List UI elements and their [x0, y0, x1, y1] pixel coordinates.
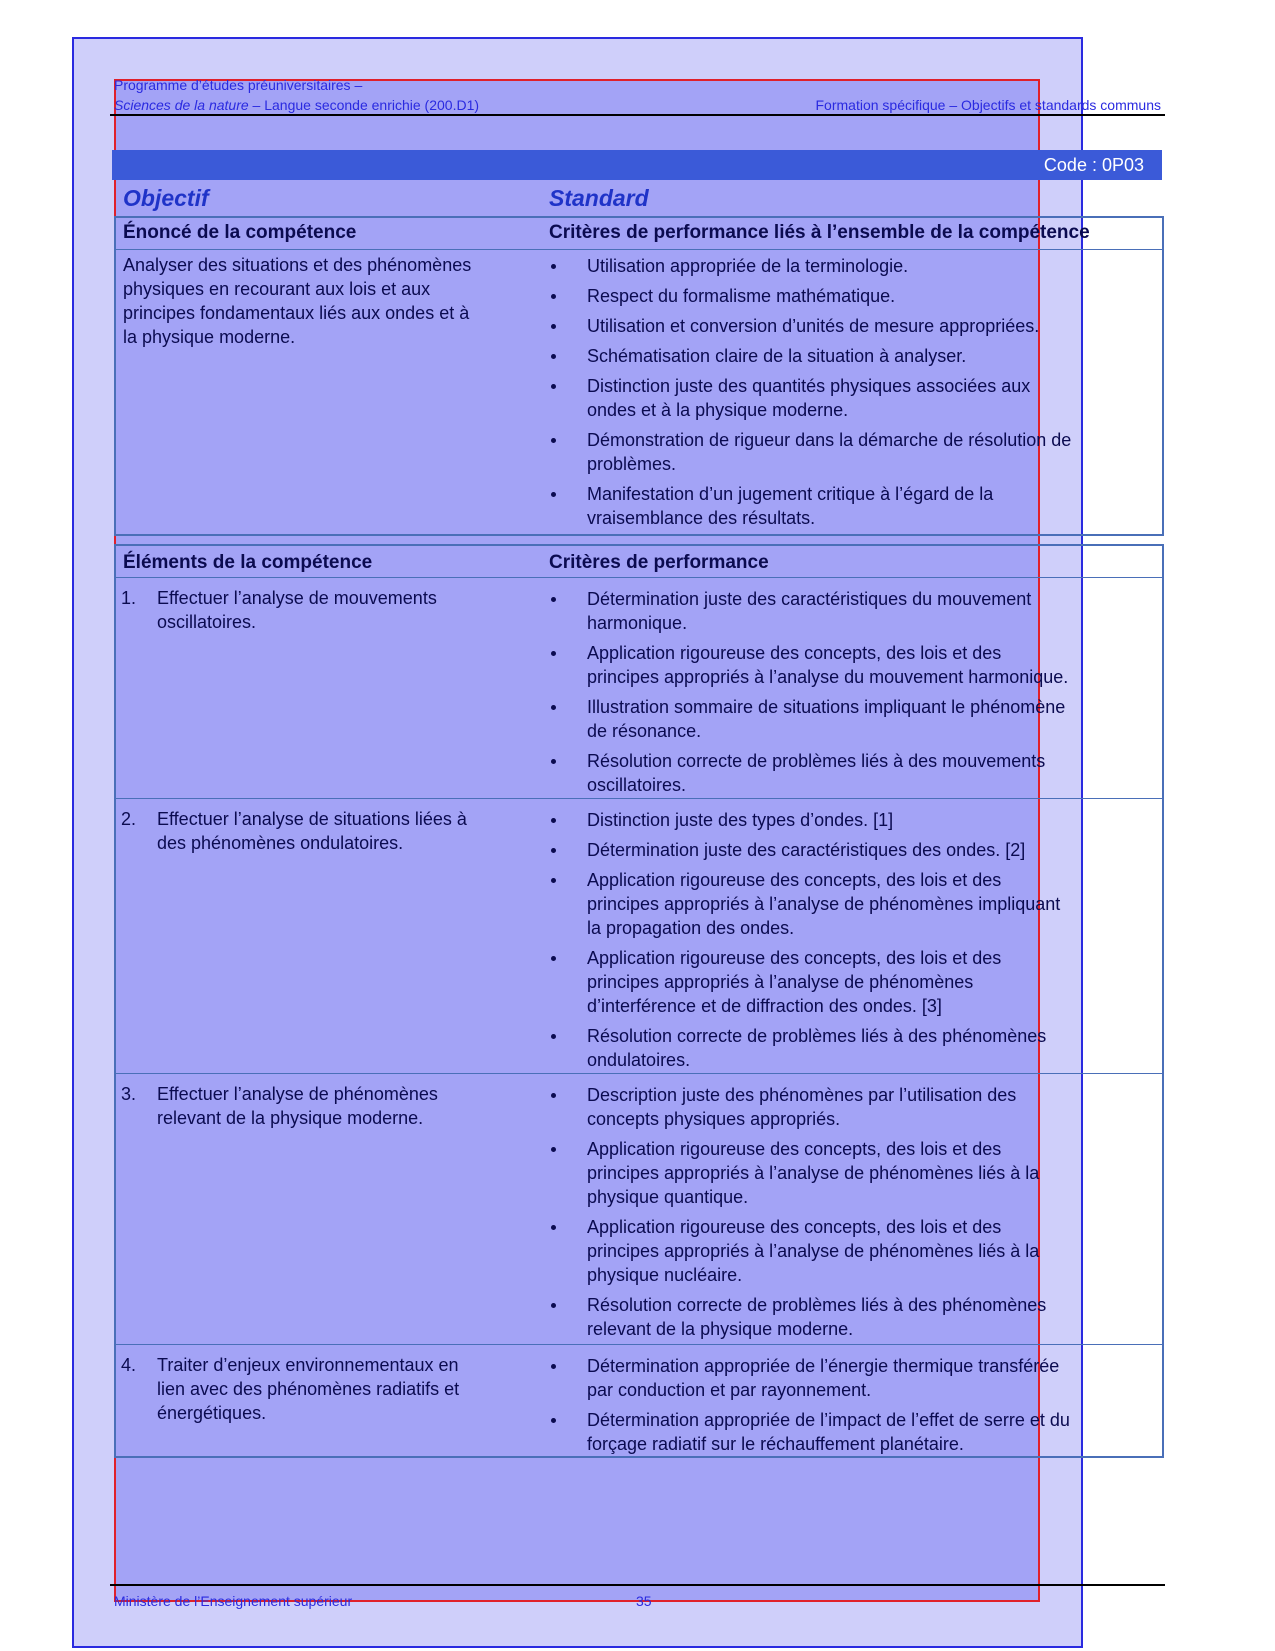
- criterion-line: concepts physiques appropriés.: [587, 1109, 841, 1129]
- bullet-icon: [551, 492, 556, 497]
- element-number: 1.: [121, 588, 137, 608]
- enonce-heading: Énoncé de la compétence: [123, 222, 357, 243]
- bullet-icon: [551, 324, 556, 329]
- criterion-line: Distinction juste des quantités physiques associées aux: [587, 376, 1031, 396]
- criterion-line: d’interférence et de diffraction des ondes. [3]: [587, 996, 942, 1016]
- criterion-line: Détermination juste des caractéristiques du mouvement: [587, 589, 1032, 609]
- element-line: Effectuer l’analyse de phénomènes: [157, 1084, 438, 1104]
- bullet-icon: [551, 438, 556, 443]
- criterion-line: forçage radiatif sur le réchauffement planétaire.: [587, 1434, 964, 1454]
- criterion-line: Détermination appropriée de l’énergie thermique transférée: [587, 1356, 1060, 1376]
- element-number: 4.: [121, 1355, 137, 1375]
- code-label: Code : 0P03: [1043, 155, 1144, 175]
- header-program: Programme d’études préuniversitaires –: [114, 77, 363, 93]
- criterion-line: Utilisation et conversion d’unités de mesure appropriées.: [587, 316, 1040, 336]
- criterion-line: Détermination juste des caractéristiques des ondes. [2]: [587, 840, 1026, 860]
- element-line: des phénomènes ondulatoires.: [157, 833, 404, 853]
- bullet-icon: [551, 597, 556, 602]
- bullet-icon: [551, 1418, 556, 1423]
- criterion-line: ondes et à la physique moderne.: [587, 400, 849, 420]
- objectif-heading: Objectif: [123, 185, 209, 211]
- criterion-line: physique nucléaire.: [587, 1265, 743, 1285]
- bullet-icon: [551, 354, 556, 359]
- bullet-icon: [551, 705, 556, 710]
- criterion-line: principes appropriés à l’analyse de phénomènes impliquant: [587, 894, 1061, 914]
- element-line: Effectuer l’analyse de situations liées à: [157, 809, 467, 829]
- header-program-sub-rest: – Langue seconde enrichie (200.D1): [248, 97, 480, 113]
- header-program-sub-italic: Sciences de la nature: [114, 97, 249, 113]
- row-divider: [116, 798, 1162, 799]
- bullet-icon: [551, 1093, 556, 1098]
- criteres-heading: Critères de performance: [549, 552, 769, 573]
- criterion-line: Respect du formalisme mathématique.: [587, 286, 896, 306]
- element-line: oscillatoires.: [157, 612, 257, 632]
- criterion-line: principes appropriés à l’analyse de phénomènes: [587, 972, 974, 992]
- table-header-divider: [116, 577, 1162, 578]
- criteres-ensemble-heading: Critères de performance liés à l’ensemble de la compétence: [549, 222, 1090, 243]
- criterion-line: de résonance.: [587, 721, 702, 741]
- bullet-icon: [551, 1034, 556, 1039]
- bullet-icon: [551, 1225, 556, 1230]
- enonce-line: la physique moderne.: [123, 327, 296, 347]
- element-line: Effectuer l’analyse de mouvements: [157, 588, 437, 608]
- criterion-line: ondulatoires.: [587, 1050, 691, 1070]
- criterion-line: oscillatoires.: [587, 775, 687, 795]
- header-rule: [110, 114, 1165, 116]
- bullet-icon: [551, 848, 556, 853]
- table-header-divider: [116, 249, 1162, 250]
- criterion-line: relevant de la physique moderne.: [587, 1319, 854, 1339]
- bullet-icon: [551, 384, 556, 389]
- criterion-line: Manifestation d’un jugement critique à l’égard de la: [587, 484, 994, 504]
- criterion-line: Détermination appropriée de l’impact de l’effet de serre et du: [587, 1410, 1070, 1430]
- element-line: Traiter d’enjeux environnementaux en: [157, 1355, 459, 1375]
- criterion-line: Application rigoureuse des concepts, des lois et des: [587, 1217, 1002, 1237]
- bullet-icon: [551, 294, 556, 299]
- criterion-line: vraisemblance des résultats.: [587, 508, 816, 528]
- element-line: énergétiques.: [157, 1403, 267, 1423]
- criterion-line: Résolution correcte de problèmes liés à des phénomènes: [587, 1026, 1047, 1046]
- criterion-line: Résolution correcte de problèmes liés à des phénomènes: [587, 1295, 1047, 1315]
- criterion-line: problèmes.: [587, 454, 677, 474]
- criterion-line: principes appropriés à l’analyse de phénomènes liés à la: [587, 1163, 1040, 1183]
- criterion-line: principes appropriés à l’analyse de phénomènes liés à la: [587, 1241, 1040, 1261]
- header-program-sub: [114, 97, 479, 113]
- criterion-line: Démonstration de rigueur dans la démarche de résolution de: [587, 430, 1072, 450]
- element-number: 3.: [121, 1084, 137, 1104]
- footer-ministry: Ministère de l’Enseignement supérieur: [114, 1593, 353, 1609]
- header-right: Formation spécifique – Objectifs et standards communs: [815, 97, 1161, 113]
- bullet-icon: [551, 818, 556, 823]
- enonce-line: physiques en recourant aux lois et aux: [123, 279, 431, 299]
- bullet-icon: [551, 1147, 556, 1152]
- bullet-icon: [551, 1303, 556, 1308]
- element-line: lien avec des phénomènes radiatifs et: [157, 1379, 460, 1399]
- enonce-line: Analyser des situations et des phénomènes: [123, 255, 472, 275]
- criterion-line: Résolution correcte de problèmes liés à des mouvements: [587, 751, 1046, 771]
- bullet-icon: [551, 264, 556, 269]
- criterion-line: la propagation des ondes.: [587, 918, 795, 938]
- bullet-icon: [551, 1364, 556, 1369]
- bullet-icon: [551, 651, 556, 656]
- criterion-line: Schématisation claire de la situation à analyser.: [587, 346, 967, 366]
- criterion-line: harmonique.: [587, 613, 688, 633]
- criterion-line: Application rigoureuse des concepts, des lois et des: [587, 1139, 1002, 1159]
- standard-heading: Standard: [549, 185, 649, 211]
- criterion-line: Utilisation appropriée de la terminologie.: [587, 256, 909, 276]
- criterion-line: Description juste des phénomènes par l’utilisation des: [587, 1085, 1017, 1105]
- row-divider: [116, 1344, 1162, 1345]
- criterion-line: Application rigoureuse des concepts, des lois et des: [587, 948, 1002, 968]
- bullet-icon: [551, 878, 556, 883]
- criterion-line: Illustration sommaire de situations impliquant le phénomène: [587, 697, 1066, 717]
- criterion-line: Application rigoureuse des concepts, des lois et des: [587, 643, 1002, 663]
- criterion-line: physique quantique.: [587, 1187, 749, 1207]
- elements-heading: Éléments de la compétence: [123, 552, 373, 573]
- element-number: 2.: [121, 809, 137, 829]
- row-divider: [116, 1073, 1162, 1074]
- bullet-icon: [551, 759, 556, 764]
- enonce-line: principes fondamentaux liés aux ondes et à: [123, 303, 470, 323]
- page-number: 35: [636, 1593, 652, 1609]
- footer-rule: [110, 1584, 1165, 1586]
- criterion-line: principes appropriés à l’analyse du mouvement harmonique.: [587, 667, 1069, 687]
- code-bar: [112, 150, 1162, 180]
- criterion-line: Distinction juste des types d’ondes. [1]: [587, 810, 894, 830]
- element-line: relevant de la physique moderne.: [157, 1108, 424, 1128]
- bullet-icon: [551, 956, 556, 961]
- criterion-line: Application rigoureuse des concepts, des lois et des: [587, 870, 1002, 890]
- criterion-line: par conduction et par rayonnement.: [587, 1380, 872, 1400]
